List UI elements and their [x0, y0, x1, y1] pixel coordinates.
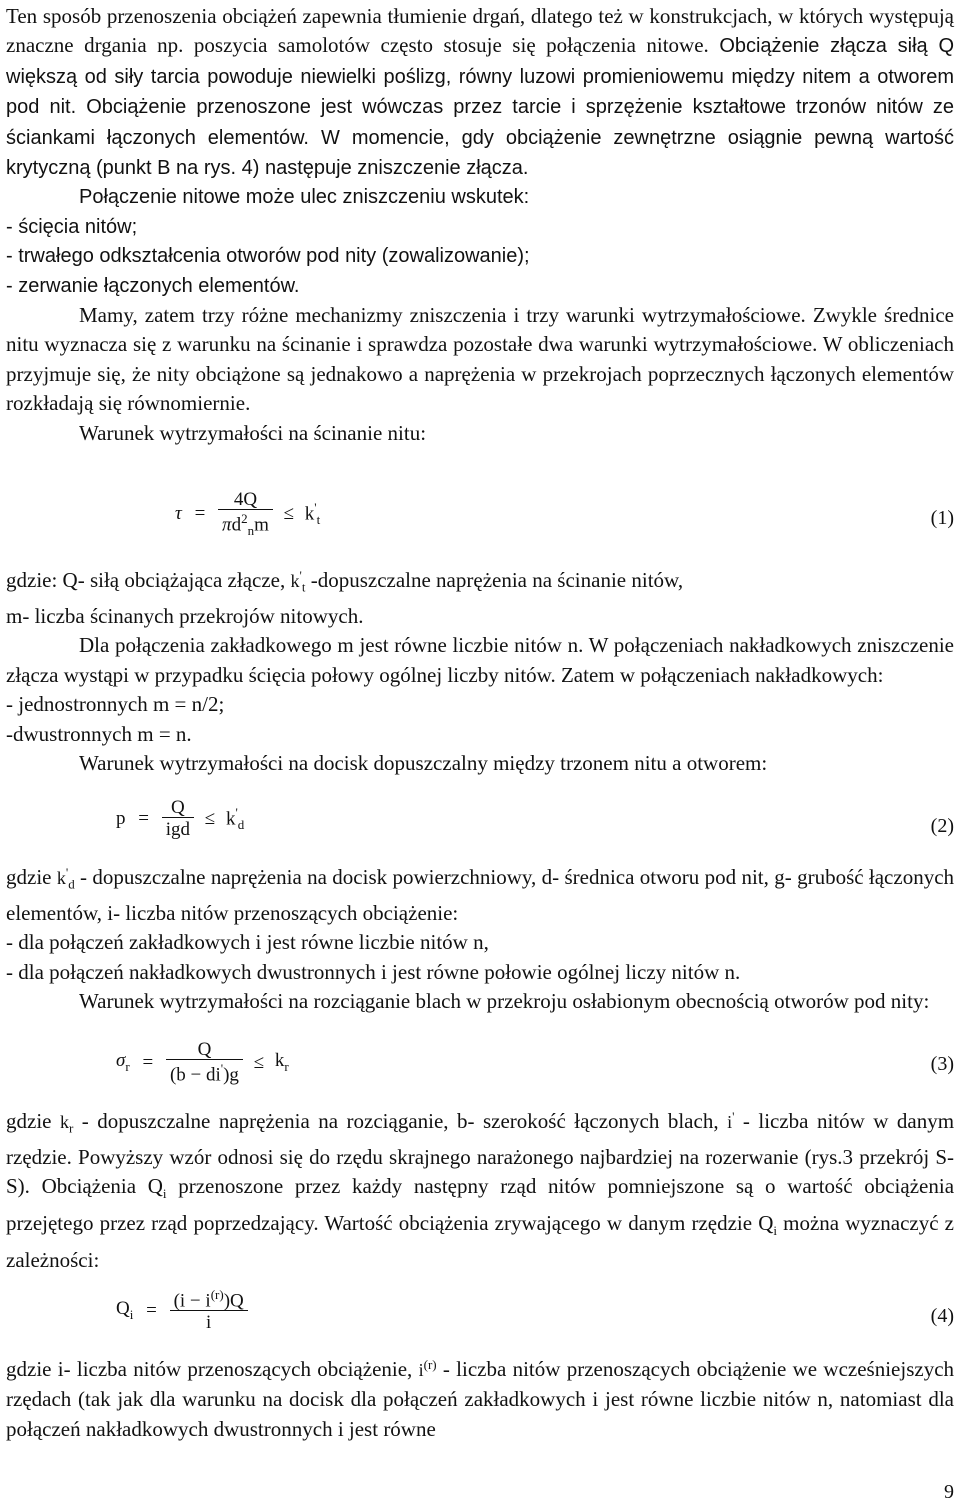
intro-text-sans: Obciążenie złącza siłą Q większą od siły tarcia powoduje niewielki poślizg, równy luzowi promieniowemu między nitem a otworem pod nit. Obciążenie przenoszone jest wówczas przez tarcie i sprzężenie kształtowe trzonów nitów ze ściankami łączonych elementów. W momencie, gdy obciążenie zewnętrzne osiągnie pewną wartość krytyczną (punkt B na rys. 4) następuje zniszczenie złącza. [6, 35, 955, 180]
paragraph-joint-types: Dla połączenia zakładkowego m jest równe liczbie nitów n. W połączeniach nakładkowych zniszczenie złącza wystąpi w przypadku ścięcia połowy ogólnej liczby nitów. Zatem w połączeniach nakładkowych: [6, 633, 954, 687]
paragraph-shear-where: gdzie: Q- siłą obciążająca złącze, $k'_t$ -dopuszczalne naprężenia na ścinanie nitów, m- liczba ścinanych przekrojów nitowych. Dla połączenia zakładkowego m jest równe liczbie nitów n. W połączeniach nakładkowych zniszczenie złącza wystąpi w przypadku ścięcia połowy ogólnej liczby nitów. Zatem w połączeniach nakładkowych: - jednostronnych m = n/2; -dwustronnych m = n. Warunek wytrzymałości na docisk dopuszczalny między trzonem nitu a otworem: [6, 561, 954, 778]
equation-bearing: p = $\frac{Q}{\text{igd}}$ ≤ $k'_d$ [116, 797, 245, 840]
paragraph-tension-where: gdzie $k_r$ - dopuszczalne naprężenia na rozciąganie, b- szerokość łączonych blach, i' - liczba nitów w danym rzędzie. Powyższy wzór odnosi się do rzędu skrajnego narażonego najbardziej na rozerwanie (rys.3 przekrój S-S). Obciążenia $Q_i$ przenoszone przez każdy następny rząd nitów pomniejszone są o wartość obciążenia przejętego przez rząd poprzedzający. Wartość obciążenia zrywającego w danym rzędzie $Q_i$ można wyznaczyć z zależności: [6, 1109, 955, 1272]
equation-number-1: (1) [930, 507, 954, 529]
paragraph-load-where: gdzie i- liczba nitów przenoszących obciążenie, $i^{(r)}$ - liczba nitów przenoszących obciążenie we wcześniejszych rzędach (tak jak dla warunku na docisk dla połączeń zakładkowych i jest równe liczbie nitów n, natomiast dla połączeń nakładkowych dwustronnych i jest równe [6, 1357, 955, 1441]
failure-item-2: - trwałego odkształcenia otworów pod nity (zowalizowanie); [6, 245, 530, 268]
intro-text: Ten sposób przenoszenia obciążeń zapewnia tłumienie drgań, dlatego też w konstrukcjach, w których występują znaczne drgania np. poszycia samolotów często stosuje się połączenia nitowe. [6, 4, 954, 58]
shear-heading: Warunek wytrzymałości na ścinanie nitu: [79, 420, 427, 445]
joint-item-1: - jednostronnych m = n/2; [6, 692, 225, 717]
paragraph-mechanisms: Mamy, zatem trzy różne mechanizmy zniszczenia i trzy warunki wytrzymałościowe. Zwykle średnice nitu wyznacza się z warunku na ścinanie i sprawdza pozostałe dwa warunki wytrzymałościowe. W obliczeniach przyjmuje się, że nity obciążone są jednakowo a naprężenia w przekrojach poprzecznych łączonych elementów rozkładają się równomiernie. [6, 303, 954, 416]
equation-tension: $\sigma_r$ = $\frac{Q}{(b - di')g}$ ≤ $k_r$ [116, 1039, 289, 1086]
bearing-heading: Warunek wytrzymałości na docisk dopuszczalny między trzonem nitu a otworem: [79, 751, 768, 776]
joint-item-2: -dwustronnych m = n. [6, 721, 192, 746]
paragraph-bearing-where: gdzie $k'_d$ - dopuszczalne naprężenia na docisk powierzchniowy, d- średnica otworu pod nit, g- grubość łączonych elementów, i- liczba nitów przenoszących obciążenie: - dla połączeń zakładkowych i jest równe liczbie nitów n, - dla połączeń nakładkowych dwustronnych i jest równe połowie ogólnej liczy nitów n. Warunek wytrzymałości na rozciąganie blach w przekroju osłabionym obecnością otworów pod nity: [6, 858, 954, 1017]
equation-load: $Q_i$ = $\frac{(i - i^{(r)})Q}{i}$ [116, 1288, 248, 1332]
equation-number-4: (4) [930, 1305, 954, 1327]
equation-shear: τ = $\frac{4Q}{\pi d^2_nm}$ ≤ $k'_t$ [175, 489, 321, 539]
tension-heading: Warunek wytrzymałości na rozciąganie blach w przekroju osłabionym obecnością otworów pod nity: [79, 989, 930, 1014]
equation-number-3: (3) [930, 1053, 954, 1075]
failure-item-3: - zerwanie łączonych elementów. [6, 274, 300, 297]
page-number: 9 [944, 1481, 954, 1503]
failure-intro: Połączenie nitowe może ulec zniszczeniu wskutek: [79, 186, 530, 209]
paragraph-intro [6, 2, 954, 448]
equation-number-2: (2) [930, 815, 954, 837]
failure-item-1: - ścięcia nitów; [6, 215, 138, 238]
